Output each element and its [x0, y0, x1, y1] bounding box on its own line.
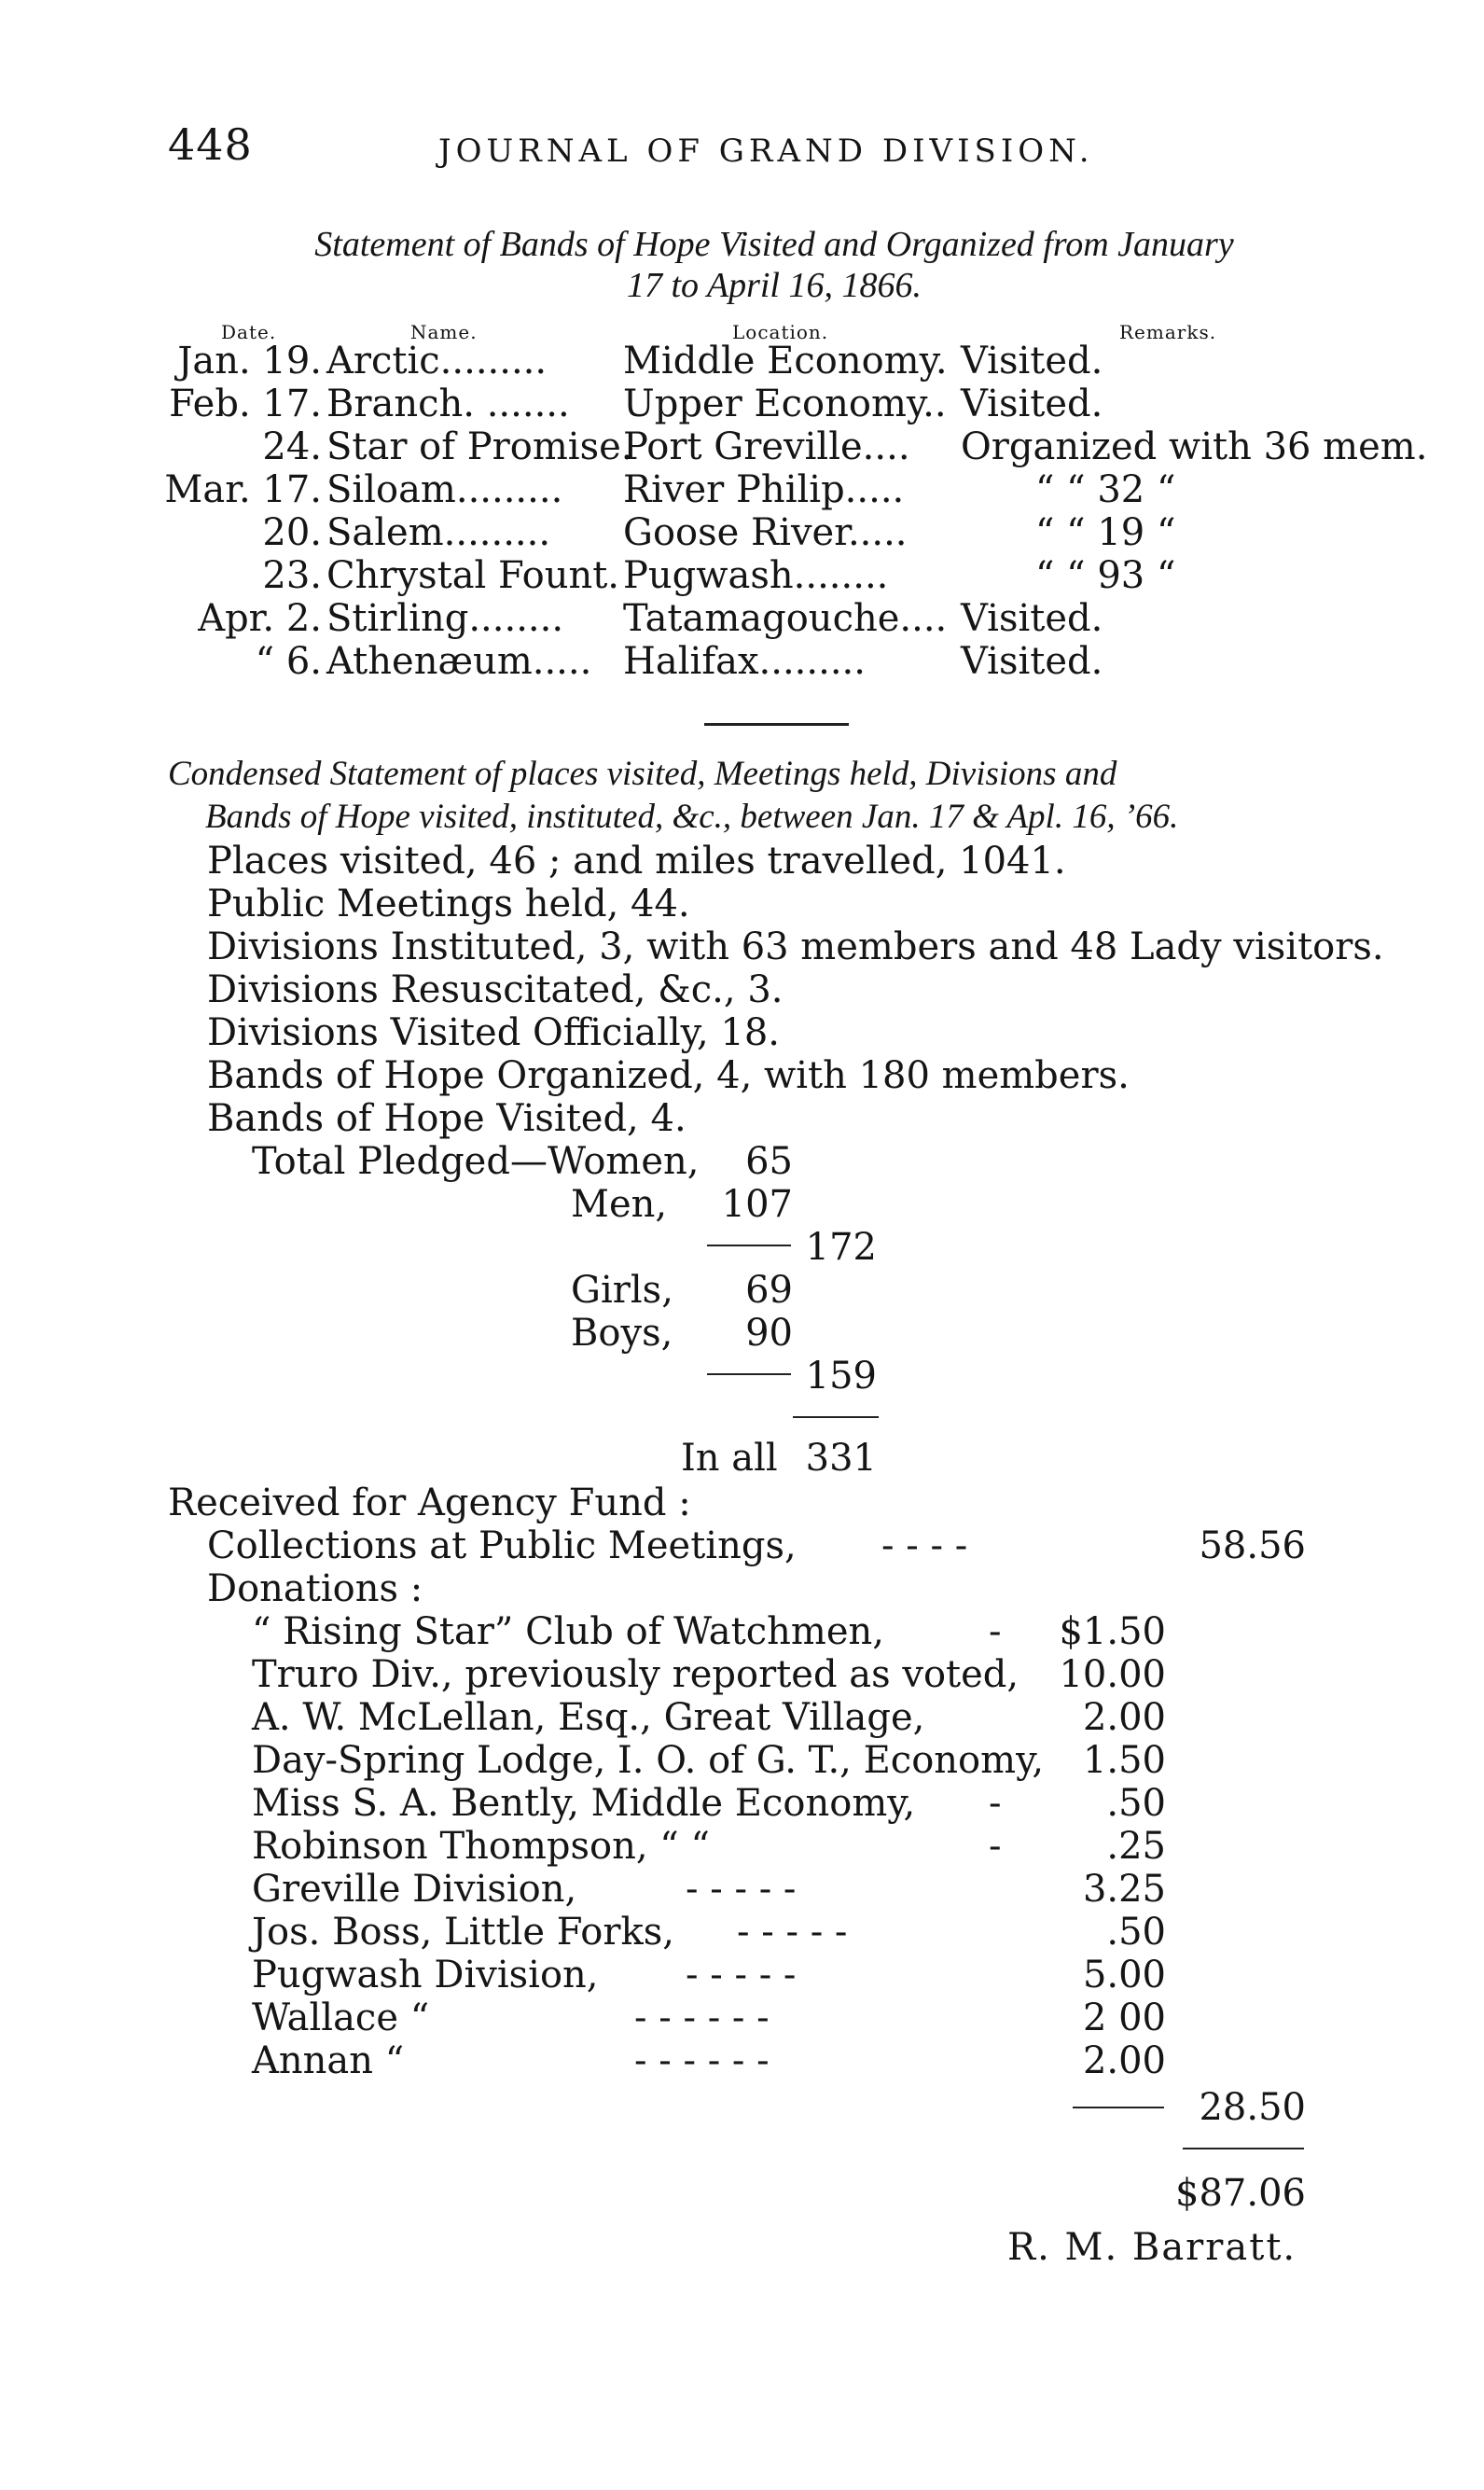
pledged-boys: 90 [745, 1312, 793, 1355]
summary-line: Places visited, 46 ; and miles travelled, 1041. [207, 840, 1066, 883]
row-location: Halifax......... [623, 640, 866, 683]
pledged-women: 65 [745, 1140, 793, 1183]
donor-name: A. W. McLellan, Esq., Great Village, [252, 1696, 925, 1739]
row-date: 20. [262, 511, 322, 554]
grand-total: $87.06 [1175, 2172, 1306, 2215]
row-remarks: Organized with 36 mem. [961, 425, 1428, 468]
donations-label: Donations : [207, 1567, 423, 1610]
summary-line: Bands of Hope Visited, 4. [207, 1097, 687, 1140]
column-heading-date: Date. [221, 321, 277, 343]
row-location: Port Greville.... [623, 425, 910, 468]
row-name: Arctic......... [326, 340, 548, 383]
summary-line: Divisions Visited Officially, 18. [207, 1011, 780, 1054]
row-remarks: Visited. [961, 640, 1103, 683]
condensed-title-line1: Condensed Statement of places visited, Meetings held, Divisions and [168, 755, 1117, 793]
donation-amount: $1.50 [1059, 1610, 1166, 1653]
donor-name: Robinson Thompson, “ “ [252, 1825, 710, 1868]
row-name: Athenæum..... [326, 640, 592, 683]
pledged-adult-total: 172 [805, 1226, 877, 1269]
pledged-label: Total Pledged—Women, [252, 1140, 700, 1183]
row-date: Apr. 2. [198, 597, 322, 640]
row-remarks: “ “ 19 “ [1035, 511, 1176, 554]
fund-heading: Received for Agency Fund : [168, 1481, 691, 1524]
signature: R. M. Barratt. [1007, 2226, 1297, 2269]
donation-amount: 2.00 [1082, 1696, 1166, 1739]
summary-line: Public Meetings held, 44. [207, 883, 690, 925]
row-date: Jan. 19. [177, 340, 322, 383]
donation-leader: - - - - - [737, 1911, 848, 1954]
pledged-girls: 69 [745, 1269, 793, 1312]
in-all-label: In all [681, 1437, 778, 1480]
row-location: Upper Economy.. [623, 383, 947, 425]
donation-leader: - - - - - - [634, 2039, 770, 2082]
statement-title-line2: 17 to April 16, 1866. [627, 266, 922, 305]
pledged-youth-total: 159 [805, 1355, 877, 1398]
section-divider [704, 723, 849, 726]
row-location: Middle Economy. [623, 340, 948, 383]
total-rule [793, 1416, 879, 1418]
row-name: Chrystal Fount. [326, 554, 620, 597]
row-date: 23. [262, 554, 322, 597]
donor-name: Annan “ [252, 2039, 405, 2082]
row-remarks: Visited. [961, 597, 1103, 640]
donation-amount: 2 00 [1082, 1996, 1166, 2039]
row-location: River Philip..... [623, 468, 905, 511]
donation-amount: 10.00 [1059, 1653, 1166, 1696]
row-remarks: Visited. [961, 340, 1103, 383]
condensed-title-line2: Bands of Hope visited, instituted, &c., between Jan. 17 & Apl. 16, ’66. [205, 798, 1179, 836]
statement-title-line1: Statement of Bands of Hope Visited and Organized from January [314, 225, 1234, 264]
row-date: “ 6. [255, 640, 322, 683]
donation-leader: - - - - - - [634, 1996, 770, 2039]
row-location: Pugwash........ [623, 554, 889, 597]
summary-line: Divisions Instituted, 3, with 63 members and 48 Lady visitors. [207, 925, 1384, 968]
collections-amount: 58.56 [1199, 1524, 1306, 1567]
collections-leader: - - - - [881, 1524, 968, 1567]
donation-amount: 2.00 [1082, 2039, 1166, 2082]
pledged-girls-label: Girls, [571, 1269, 673, 1312]
donation-leader: - [989, 1610, 1002, 1653]
row-date: Mar. 17. [164, 468, 322, 511]
row-date: Feb. 17. [169, 383, 322, 425]
donation-leader: - [989, 1782, 1002, 1825]
row-remarks: “ “ 93 “ [1035, 554, 1176, 597]
subtotal-rule [1073, 2107, 1164, 2108]
donor-name: Pugwash Division, [252, 1954, 599, 1996]
row-location: Tatamagouche.... [623, 597, 948, 640]
running-head: JOURNAL OF GRAND DIVISION. [438, 132, 1094, 170]
donation-amount: 3.25 [1082, 1868, 1166, 1911]
pledged-boys-label: Boys, [571, 1312, 673, 1355]
row-name: Branch. ....... [326, 383, 570, 425]
collections-label: Collections at Public Meetings, [207, 1524, 797, 1567]
donor-name: Jos. Boss, Little Forks, [252, 1911, 674, 1954]
total-rule [1183, 2148, 1304, 2149]
donations-total: 28.50 [1199, 2086, 1306, 2129]
donation-amount: .50 [1106, 1911, 1166, 1954]
donation-amount: 5.00 [1082, 1954, 1166, 1996]
donor-name: Wallace “ [252, 1996, 430, 2039]
donation-leader: - - - - - [686, 1954, 797, 1996]
row-name: Salem......... [326, 511, 551, 554]
page-number: 448 [168, 119, 253, 170]
donation-leader: - [989, 1825, 1002, 1868]
pledged-men: 107 [721, 1183, 793, 1226]
row-remarks: “ “ 32 “ [1035, 468, 1176, 511]
donor-name: Truro Div., previously reported as voted, [252, 1653, 1019, 1696]
column-heading-name: Name. [410, 321, 478, 343]
column-heading-location: Location. [732, 321, 829, 343]
donor-name: Greville Division, [252, 1868, 577, 1911]
row-name: Siloam......... [326, 468, 563, 511]
donation-leader: - - - - - [686, 1868, 797, 1911]
donation-amount: .25 [1106, 1825, 1166, 1868]
row-date: 24. [262, 425, 322, 468]
donation-amount: .50 [1106, 1782, 1166, 1825]
summary-line: Bands of Hope Organized, 4, with 180 members. [207, 1054, 1130, 1097]
donor-name: Miss S. A. Bently, Middle Economy, [252, 1782, 916, 1825]
row-name: Stirling........ [326, 597, 564, 640]
donor-name: “ Rising Star” Club of Watchmen, [252, 1610, 884, 1653]
row-name: Star of Promise. [326, 425, 633, 468]
row-remarks: Visited. [961, 383, 1103, 425]
donation-amount: 1.50 [1082, 1739, 1166, 1782]
row-location: Goose River..... [623, 511, 908, 554]
in-all-total: 331 [805, 1437, 877, 1480]
column-heading-remarks: Remarks. [1119, 321, 1217, 343]
pledged-men-label: Men, [571, 1183, 668, 1226]
donor-name: Day-Spring Lodge, I. O. of G. T., Economy, [252, 1739, 1045, 1782]
summary-line: Divisions Resuscitated, &c., 3. [207, 968, 784, 1011]
